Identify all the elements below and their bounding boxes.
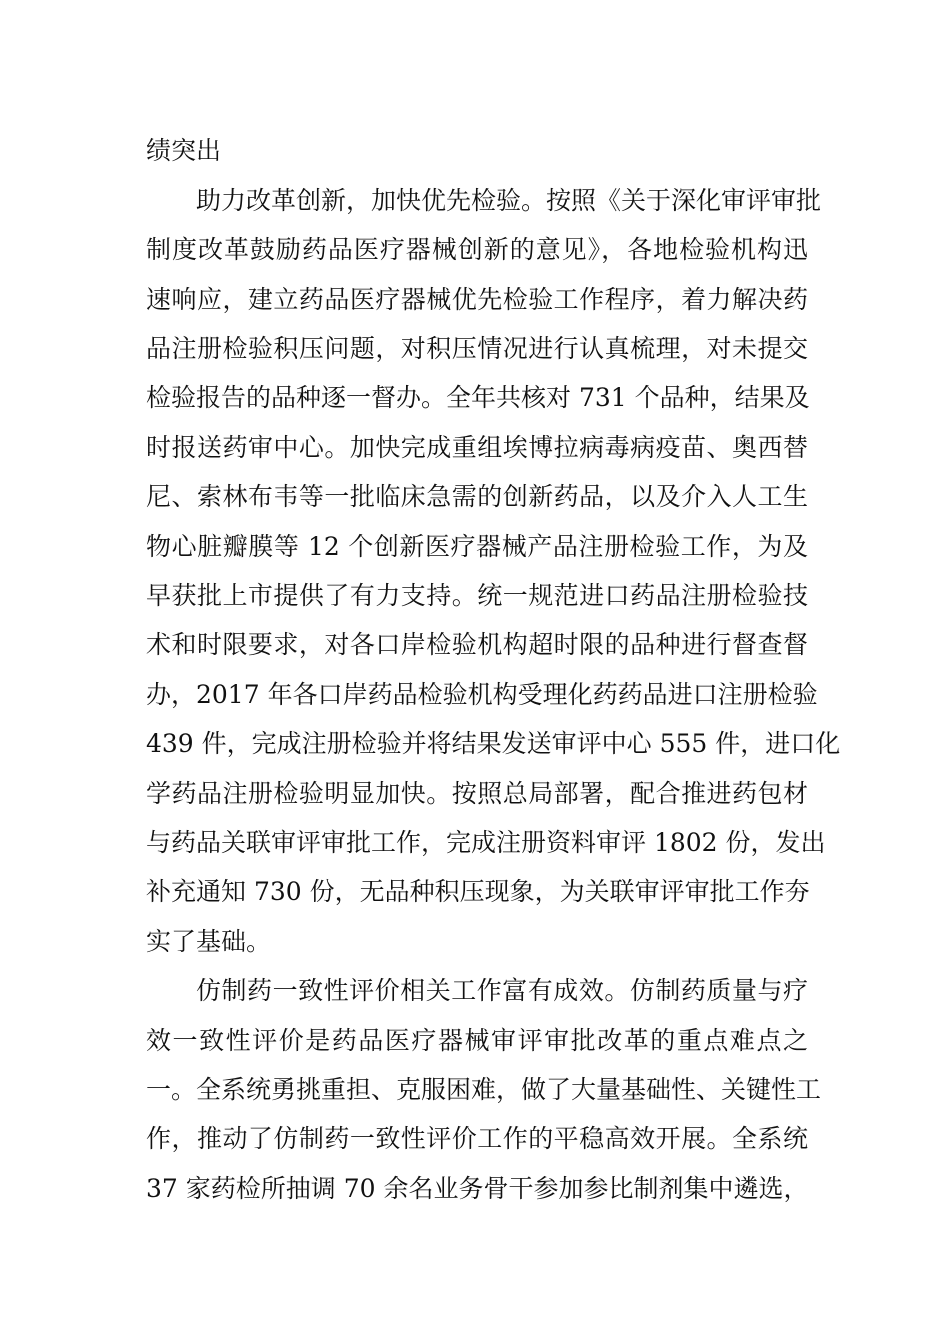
text-line: 效一致性评价是药品医疗器械审评审批改革的重点难点之	[146, 1026, 808, 1055]
text-line: 速响应，建立药品医疗器械优先检验工作程序，着力解决药	[146, 285, 808, 314]
text-line: 439 件，完成注册检验并将结果发送审评中心 555 件，进口化	[146, 729, 841, 758]
text-line: 物心脏瓣膜等 12 个创新医疗器械产品注册检验工作，为及	[146, 532, 808, 561]
text-line: 补充通知 730 份，无品种积压现象，为关联审评审批工作夯	[146, 877, 810, 906]
text-line: 尼、索林布韦等一批临床急需的创新药品，以及介入人工生	[146, 482, 808, 511]
paragraph-start-line: 助力改革创新，加快优先检验。按照《关于深化审评审批	[196, 186, 822, 215]
text-line: 术和时限要求，对各口岸检验机构超时限的品种进行督查督	[146, 630, 808, 659]
text-line: 一。全系统勇挑重担、克服困难，做了大量基础性、关键性工	[146, 1075, 822, 1104]
text-line: 作，推动了仿制药一致性评价工作的平稳高效开展。全系统	[146, 1124, 808, 1153]
text-line: 早获批上市提供了有力支持。统一规范进口药品注册检验技	[146, 581, 808, 610]
text-line: 绩突出	[146, 136, 222, 165]
text-line: 品注册检验积压问题，对积压情况进行认真梳理，对未提交	[146, 334, 808, 363]
text-line: 办，2017 年各口岸药品检验机构受理化药药品进口注册检验	[146, 680, 818, 709]
text-line: 检验报告的品种逐一督办。全年共核对 731 个品种，结果及	[146, 383, 810, 412]
text-line: 实了基础。	[146, 927, 272, 956]
text-line: 制度改革鼓励药品医疗器械创新的意见》，各地检验机构迅	[146, 235, 808, 264]
text-line: 学药品注册检验明显加快。按照总局部署，配合推进药包材	[146, 779, 808, 808]
text-line: 与药品关联审评审批工作，完成注册资料审评 1802 份，发出	[146, 828, 826, 857]
text-line: 37 家药检所抽调 70 余名业务骨干参加参比制剂集中遴选，	[146, 1174, 809, 1203]
paragraph-start-line: 仿制药一致性评价相关工作富有成效。仿制药质量与疗	[196, 976, 808, 1005]
text-line: 时报送药审中心。加快完成重组埃博拉病毒病疫苗、奥西替	[146, 433, 808, 462]
